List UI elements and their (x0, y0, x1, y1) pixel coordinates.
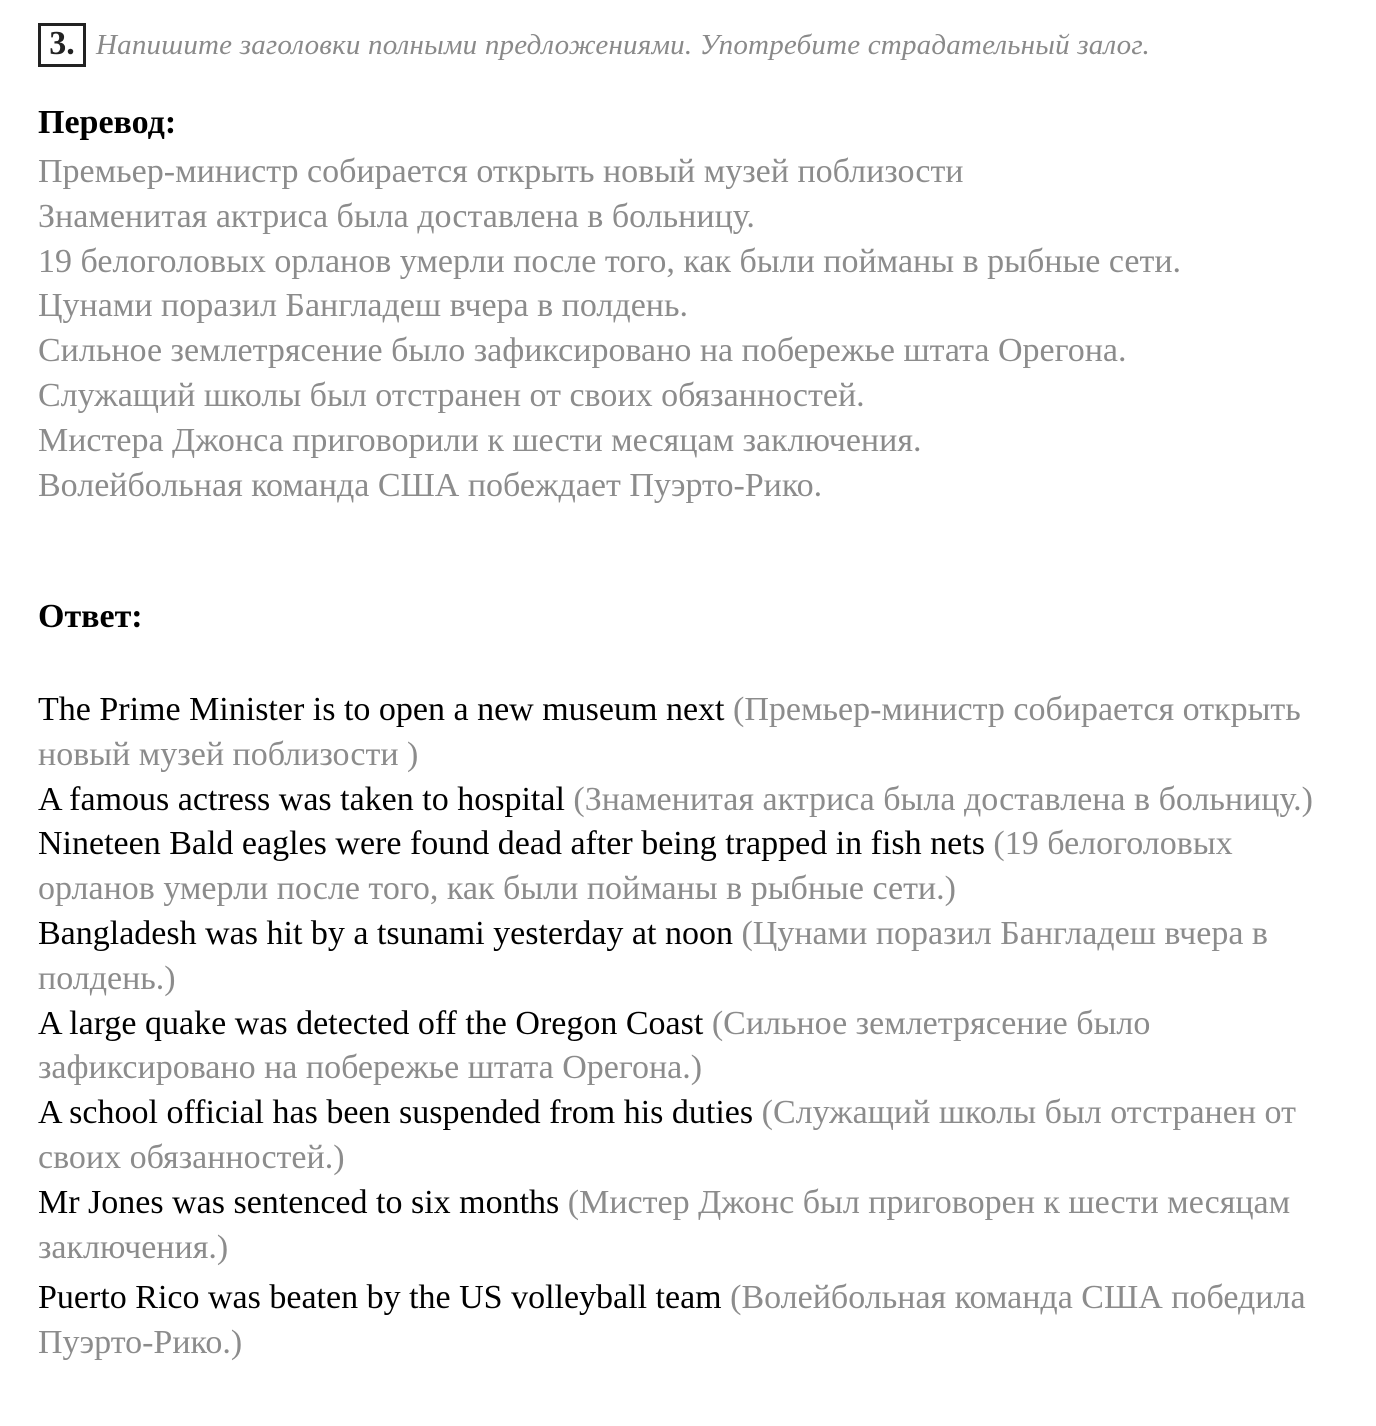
answer-english: A famous actress was taken to hospital (38, 780, 565, 818)
translation-line: Цунами поразил Бангладеш вчера в полдень. (38, 287, 688, 325)
answer-russian: (Служащий школы был отстранен от своих обязанностей.) (38, 1094, 1296, 1176)
task-instruction: Напишите заголовки полными предложениями. Употребите страдательный залог. (96, 28, 1150, 61)
answer-item (38, 822, 1338, 912)
answer-english: Bangladesh was hit by a tsunami yesterday at noon (38, 914, 733, 952)
answer-item (38, 688, 1338, 778)
answer-item (38, 778, 1338, 823)
answer-heading: Ответ: (38, 598, 143, 635)
translation-line: Волейбольная команда США побеждает Пуэрто-Рико. (38, 466, 823, 504)
translation-list (38, 150, 1338, 508)
translation-line: 19 белоголовых орланов умерли после того, как были пойманы в рыбные сети. (38, 242, 1182, 280)
translation-line: Знаменитая актриса была доставлена в больницу. (38, 197, 755, 235)
answer-item (38, 1181, 1338, 1271)
translation-line: Премьер-министр собирается открыть новый музей поблизости (38, 153, 964, 190)
answer-item (38, 1091, 1338, 1181)
answer-english: Nineteen Bald eagles were found dead after being trapped in fish nets (38, 825, 985, 863)
answer-russian: (Знаменитая актриса была доставлена в больницу.) (573, 780, 1313, 818)
answer-item (38, 1276, 1338, 1366)
answer-english: A school official has been suspended from his duties (38, 1094, 754, 1132)
answer-russian: (Сильное землетрясение было зафиксировано на побережье штата Орегона.) (38, 1004, 1151, 1087)
answer-list (38, 688, 1338, 1366)
answer-russian: (Волейбольная команда США победила Пуэрто-Рико.) (38, 1279, 1306, 1362)
task-number-box: 3. (38, 23, 86, 67)
answer-russian: (Премьер-министр собирается открыть новый музей поблизости ) (38, 691, 1301, 773)
translation-line: Сильное землетрясение было зафиксировано на побережье штата Орегона. (38, 332, 1127, 370)
answer-item (38, 912, 1338, 1002)
answer-russian: (Мистер Джонс был приговорен к шести месяцам заключения.) (38, 1183, 1291, 1266)
answer-item (38, 1002, 1338, 1092)
task-header (38, 22, 1150, 68)
translation-line: Служащий школы был отстранен от своих обязанностей. (38, 376, 865, 414)
answer-russian: (Цунами поразил Бангладеш вчера в полдень.) (38, 914, 1268, 997)
translation-line: Мистера Джонса приговорили к шести месяцам заключения. (38, 421, 922, 459)
answer-english: A large quake was detected off the Oregon Coast (38, 1004, 704, 1042)
answer-english: Puerto Rico was beaten by the US volleyball team (38, 1279, 722, 1317)
translation-heading: Перевод: (38, 104, 177, 141)
answer-russian: (19 белоголовых орланов умерли после того, как были пойманы в рыбные сети.) (38, 825, 1233, 908)
answer-english: Mr Jones was sentenced to six months (38, 1183, 560, 1221)
answer-english: The Prime Minister is to open a new museum next (38, 691, 725, 728)
